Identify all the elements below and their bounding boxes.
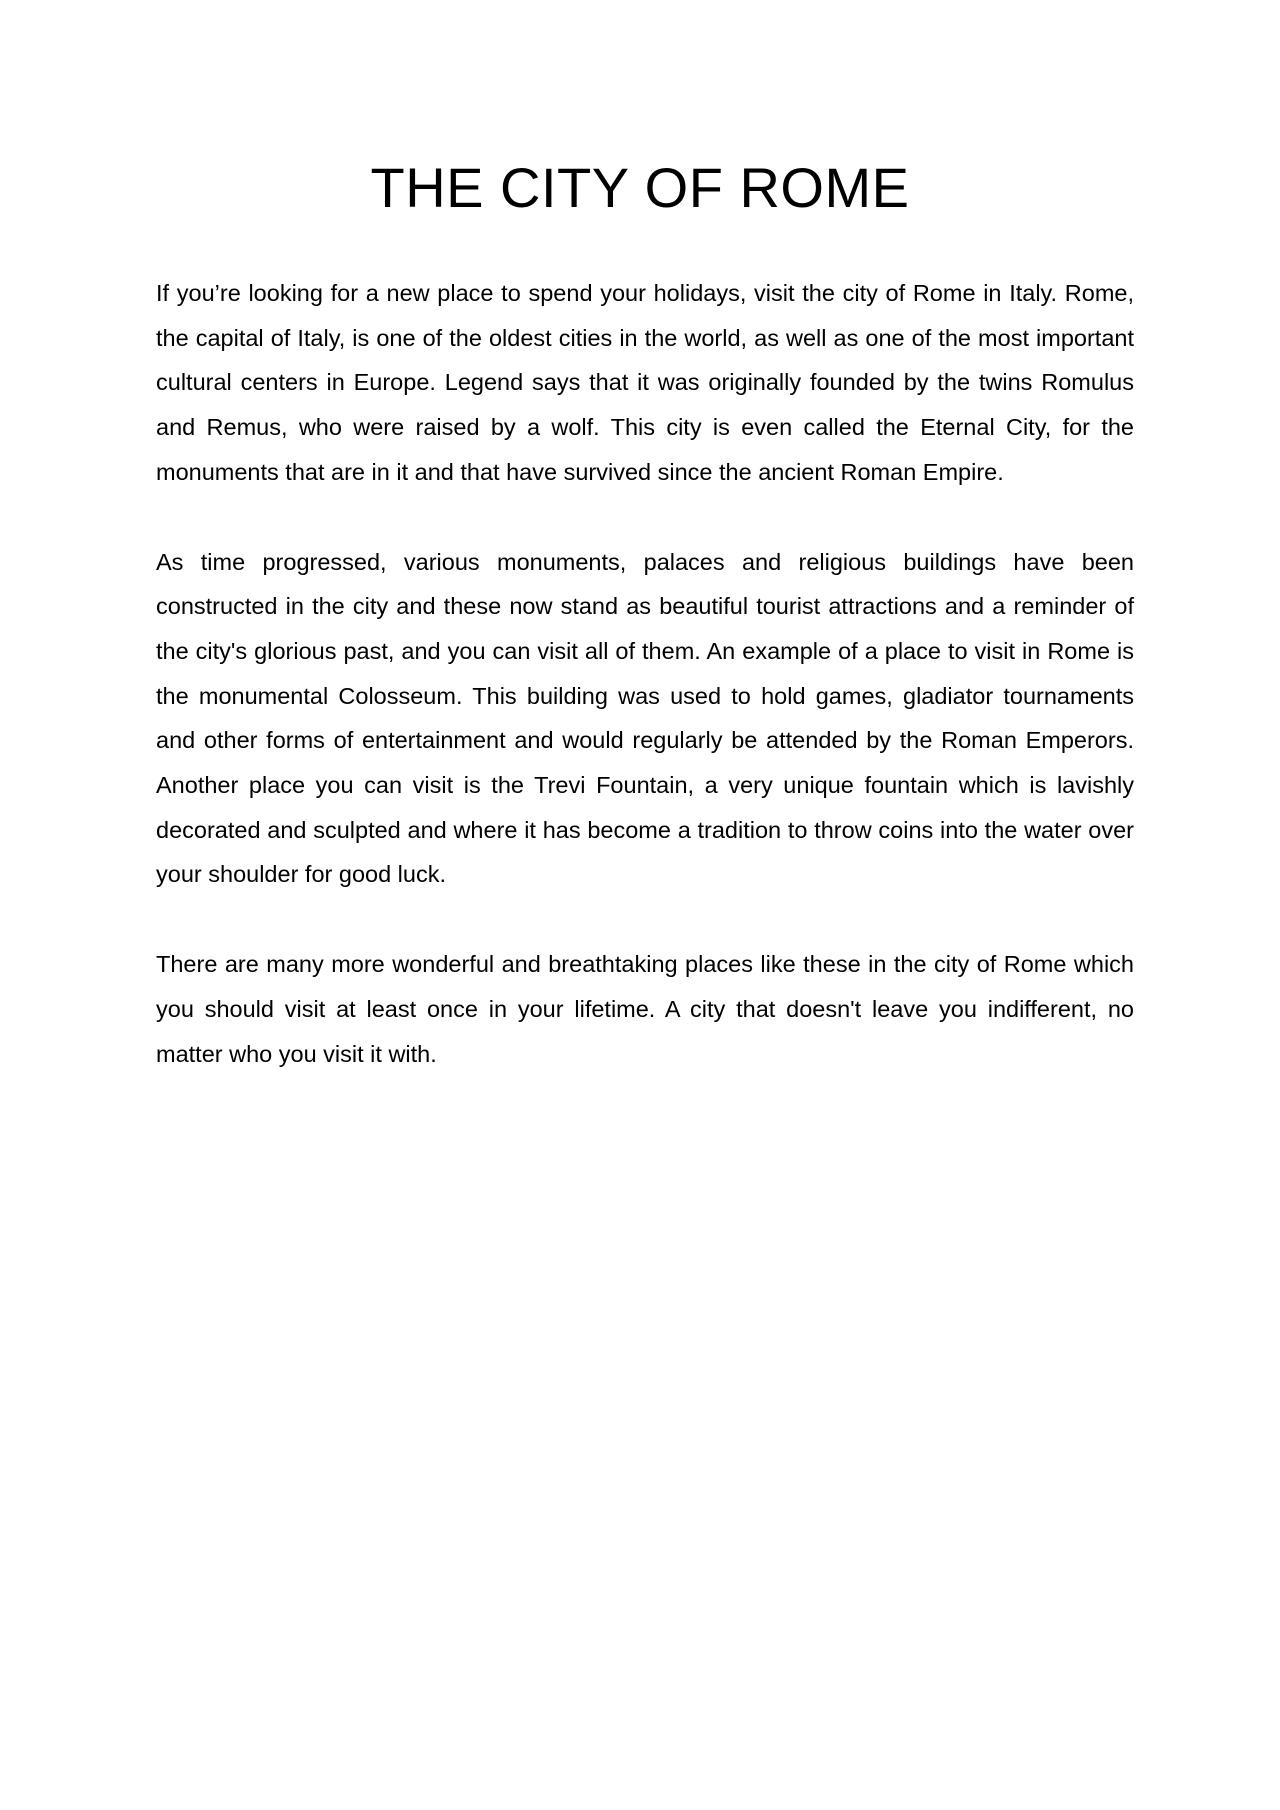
- paragraph-closing: There are many more wonderful and breathtaking places like these in the city of Rome which you should visit at least once in your lifetime. A city that doesn't leave you indifferent, no matter who you visit it with.: [156, 951, 1134, 1067]
- page-title: THE CITY OF ROME: [370, 156, 910, 219]
- paragraph-intro: If you’re looking for a new place to spend your holidays, visit the city of Rome in Italy. Rome, the capital of Italy, is one of the oldest cities in the world, as well as one of the most important cultural centers in Europe. Legend says that it was originally founded by the twins Romulus and Remus, who were raised by a wolf. This city is even called the Eternal City, for the monuments that are in it and that have survived since the ancient Roman Empire.: [156, 280, 1134, 485]
- document-body: [156, 271, 1134, 1121]
- paragraph-monuments: As time progressed, various monuments, palaces and religious buildings have been constructed in the city and these now stand as beautiful tourist attractions and a reminder of the city's glorious past, and you can visit all of them. An example of a place to visit in Rome is the monumental Colosseum. This building was used to hold games, gladiator tournaments and other forms of entertainment and would regularly be attended by the Roman Emperors. Another place you can visit is the Trevi Fountain, a very unique fountain which is lavishly decorated and sculpted and where it has become a tradition to throw coins into the water over your shoulder for good luck.: [156, 548, 1134, 888]
